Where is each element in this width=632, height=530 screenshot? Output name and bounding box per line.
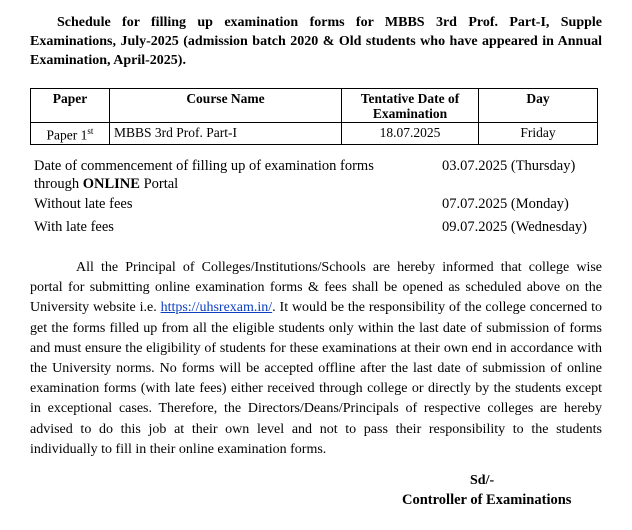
commencement-date: 03.07.2025 (Thursday) xyxy=(442,158,576,174)
with-late-fees-label: With late fees xyxy=(34,219,114,235)
table-header-row xyxy=(31,89,598,123)
with-late-fees-row xyxy=(34,218,604,236)
online-label: ONLINE xyxy=(82,176,140,192)
commencement-label xyxy=(34,157,424,193)
signature-sd: Sd/- xyxy=(470,473,495,488)
schedule-table xyxy=(30,88,598,145)
university-website-link[interactable]: https://uhsrexam.in/ xyxy=(160,300,273,316)
without-late-fees-date: 07.07.2025 (Monday) xyxy=(442,196,569,212)
portal-label: Portal xyxy=(139,176,179,192)
cell-day: Friday xyxy=(479,123,598,145)
header-course-name: Course Name xyxy=(110,89,342,123)
with-late-fees-date: 09.07.2025 (Wednesday) xyxy=(442,219,588,235)
notice-title: Schedule for filling up examination forms for MBBS 3rd Prof. Part-I, Supple Examinations, July-2025 (admission batch 2020 & Old students who have appeared in Annual Examination, April-2025). xyxy=(30,15,602,68)
commencement-row xyxy=(34,157,604,193)
commencement-label-through: through xyxy=(34,176,83,192)
commencement-label-line1: Date of commencement of filling up of examination forms xyxy=(34,158,374,174)
header-date: Tentative Date of Examination xyxy=(342,89,479,123)
without-late-fees-row xyxy=(34,195,604,213)
header-day: Day xyxy=(479,89,598,123)
paragraph-part1: All the Principal of Colleges/Institutions/Schools are hereby informed that college wise portal for submitting online examination forms & fees shall be opened as scheduled above on the University website i.e. xyxy=(30,260,602,316)
cell-paper xyxy=(31,123,110,145)
notice-paragraph xyxy=(30,258,602,460)
header-paper: Paper xyxy=(31,89,110,123)
cell-course: MBBS 3rd Prof. Part-I xyxy=(110,123,342,145)
paragraph-part2: . It would be the responsibility of the college concerned to get the forms filled up from all the eligible students only within the last date of submission of forms and must ensure the eligibility of students for these examinations at their own end in accordance with the University norms. No forms will be accepted offline after the last date of submission of online examination forms (with late fees) either received through college or directly by the students except in exceptional cases. Therefore, the Directors/Deans/Principals of respective colleges are hereby advised to do this job at their own level and not to pass their responsibility to the students individually to fill in their online examination forms. xyxy=(30,300,602,457)
signature-designation: Controller of Examinations xyxy=(402,492,572,508)
paper-sup: st xyxy=(87,126,94,136)
cell-date: 18.07.2025 xyxy=(342,123,479,145)
paper-text: Paper 1 xyxy=(46,127,88,143)
table-row xyxy=(31,123,598,145)
dates-section xyxy=(34,157,604,236)
without-late-fees-label: Without late fees xyxy=(34,196,133,212)
